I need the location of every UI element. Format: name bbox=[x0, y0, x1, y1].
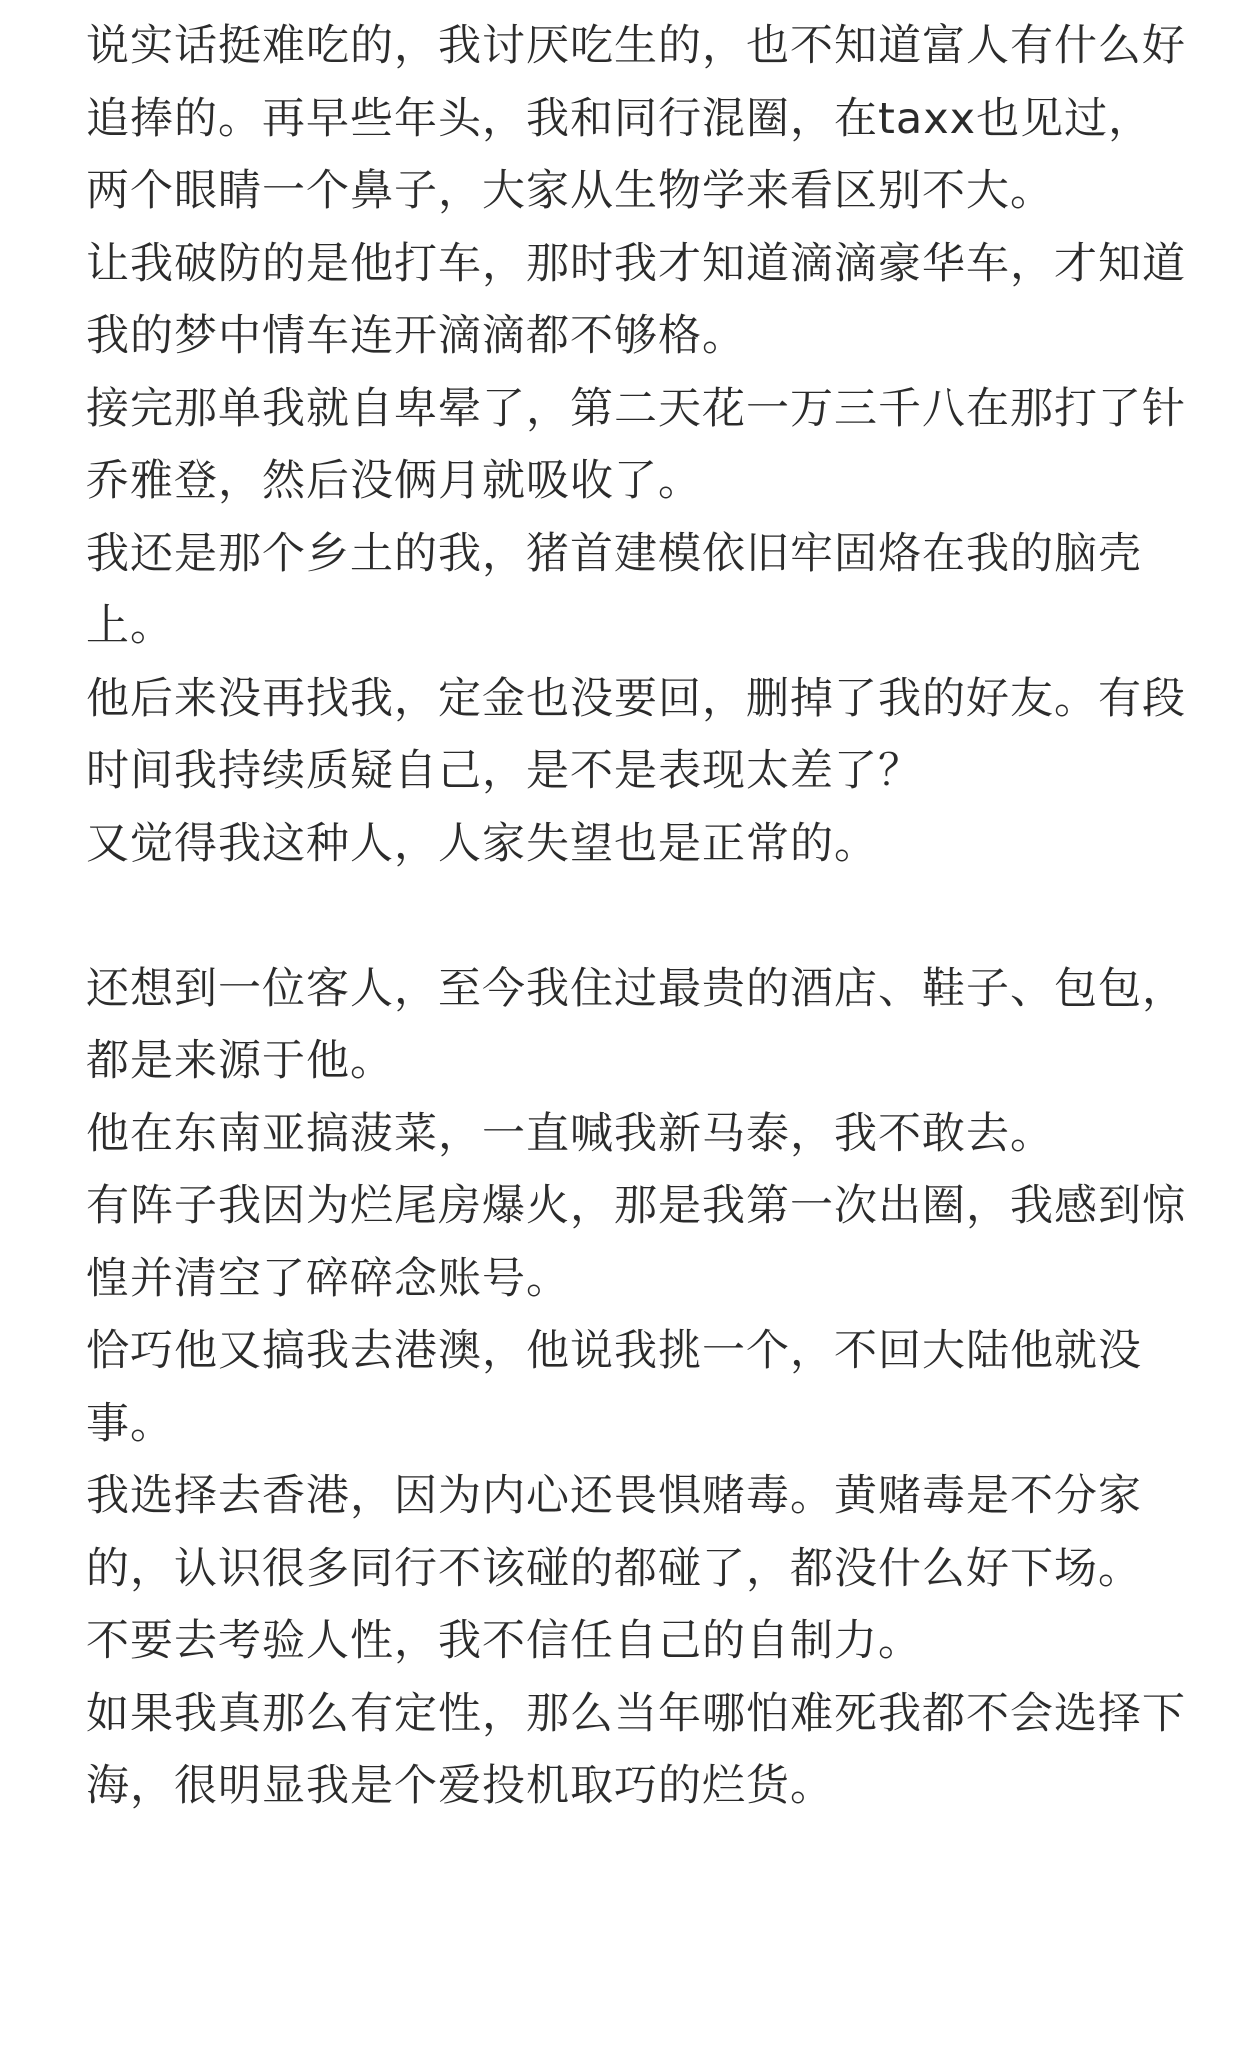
paragraph: 我选择去香港，因为内心还畏惧赌毒。黄赌毒是不分家的，认识很多同行不该碰的都碰了，都没什么好下场。 bbox=[86, 1471, 1142, 1594]
paragraph: 还想到一位客人，至今我住过最贵的酒店、鞋子、包包，都是来源于他。 bbox=[86, 963, 1186, 1086]
paragraph: 如果我真那么有定性，那么当年哪怕难死我都不会选择下海，很明显我是个爱投机取巧的烂货。 bbox=[86, 1688, 1186, 1811]
paragraph: 说实话挺难吃的，我讨厌吃生的，也不知道富人有什么好追捧的。再早些年头，我和同行混圈，在taxx也见过，两个眼睛一个鼻子，大家从生物学来看区别不大。 bbox=[86, 21, 1186, 216]
paragraph-break bbox=[86, 880, 1186, 953]
paragraph: 我还是那个乡土的我，猪首建模依旧牢固烙在我的脑壳上。 bbox=[86, 528, 1142, 651]
paragraph: 又觉得我这种人，人家失望也是正常的。 bbox=[86, 818, 878, 869]
paragraph: 恰巧他又搞我去港澳，他说我挑一个，不回大陆他就没事。 bbox=[86, 1326, 1142, 1449]
paragraph: 他后来没再找我，定金也没要回，删掉了我的好友。有段时间我持续质疑自己，是不是表现太差了？ bbox=[86, 673, 1186, 796]
paragraph: 让我破防的是他打车，那时我才知道滴滴豪华车，才知道我的梦中情车连开滴滴都不够格。 bbox=[86, 238, 1186, 361]
article-body bbox=[86, 10, 1186, 1823]
paragraph: 接完那单我就自卑晕了，第二天花一万三千八在那打了针乔雅登，然后没俩月就吸收了。 bbox=[86, 383, 1186, 506]
paragraph: 不要去考验人性，我不信任自己的自制力。 bbox=[86, 1616, 922, 1666]
paragraph: 他在东南亚搞菠菜，一直喊我新马泰，我不敢去。 bbox=[86, 1108, 1054, 1159]
paragraph: 有阵子我因为烂尾房爆火，那是我第一次出圈，我感到惊惶并清空了碎碎念账号。 bbox=[86, 1181, 1186, 1304]
